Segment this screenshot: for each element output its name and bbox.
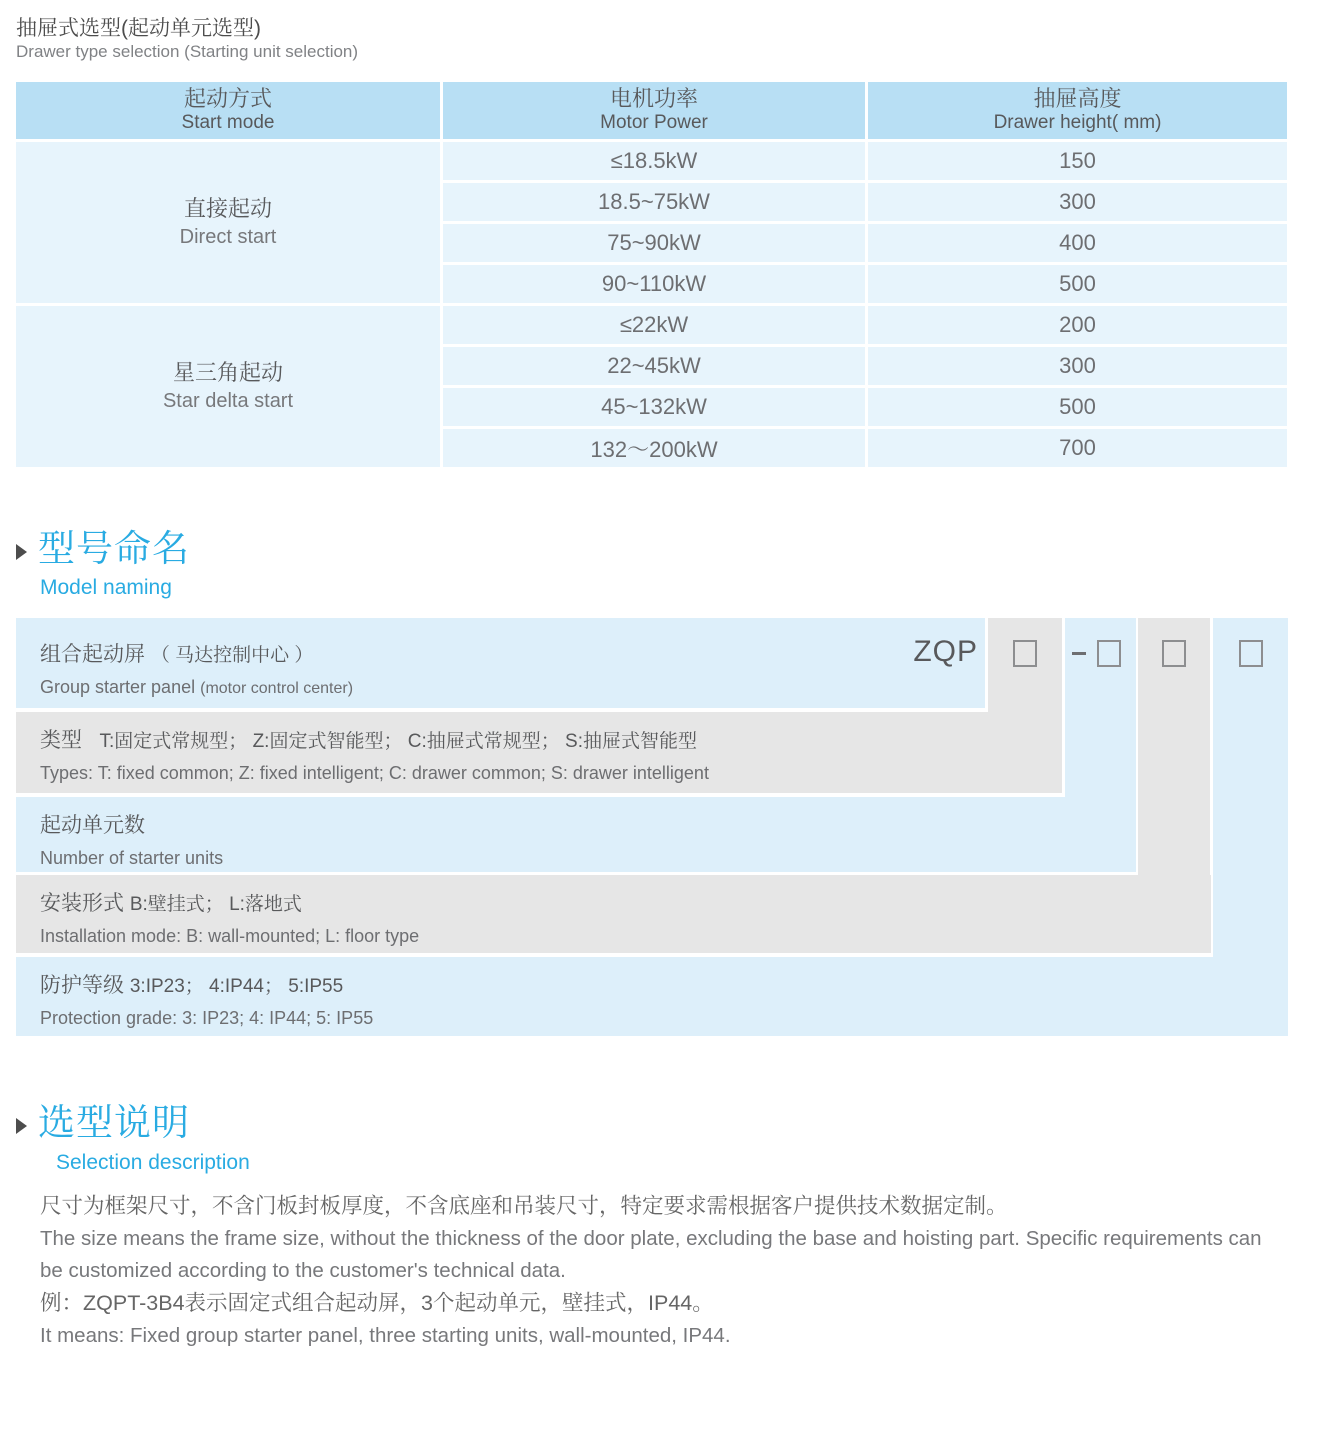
- diagram-row-starter-units: [16, 797, 1136, 872]
- row-label-main: 安装形式: [40, 892, 124, 915]
- height-cell: 500: [868, 388, 1287, 426]
- height-cell: 700: [868, 429, 1287, 467]
- section-subtitle: Model naming: [40, 576, 172, 599]
- model-naming-diagram: [16, 618, 1288, 1036]
- header-label: Drawer height( mm): [993, 112, 1162, 134]
- row-label-cn: [40, 724, 1062, 754]
- page-subtitle: Drawer type selection (Starting unit selection): [16, 42, 359, 61]
- header-label: Start mode: [181, 112, 275, 134]
- header-label: 起动方式: [183, 85, 272, 111]
- power-cell: 75~90kW: [443, 224, 865, 262]
- header-label: 抽屉高度: [1033, 85, 1122, 111]
- diagram-row-types: [16, 712, 1062, 793]
- section-title: 型号命名: [38, 528, 190, 569]
- height-cell: 200: [868, 306, 1287, 344]
- row-label-en: [40, 677, 985, 698]
- selection-description-text: [40, 1190, 1290, 1352]
- row-label-main: 防护等级: [40, 974, 124, 997]
- height-cell: 150: [868, 142, 1287, 180]
- section-model-naming-header: [16, 518, 190, 600]
- diagram-row-group-starter-panel: [16, 618, 985, 708]
- header-label: 电机功率: [609, 85, 698, 111]
- placeholder-box-icon: [1239, 640, 1263, 667]
- mode-label: 星三角起动: [172, 360, 283, 386]
- height-cell: 400: [868, 224, 1287, 262]
- diagram-row-installation-mode: [16, 875, 1211, 953]
- row-label-cn: 起动单元数: [40, 814, 145, 837]
- page-title: 抽屉式选型(起动单元选型): [16, 17, 261, 40]
- triangle-bullet-icon: [16, 544, 27, 560]
- row-label-main: 组合起动屏: [40, 643, 145, 666]
- row-label-cn: [40, 638, 985, 668]
- section-title: 选型说明: [38, 1102, 190, 1143]
- row-label-en: Types: T: fixed common; Z: fixed intelligent; C: drawer common; S: drawer intelligent: [40, 763, 709, 783]
- placeholder-box-icon: [1097, 640, 1121, 667]
- row-label-detail: 3:IP23； 4:IP44； 5:IP55: [129, 976, 344, 997]
- triangle-bullet-icon: [16, 1118, 27, 1134]
- row-label-detail: (motor control center): [200, 680, 354, 697]
- mode-label: 直接起动: [183, 196, 272, 222]
- row-label-detail: （ 马达控制中心 ）: [150, 645, 314, 666]
- row-label-cn: [40, 887, 1211, 917]
- mode-label: Direct start: [179, 225, 277, 248]
- row-label-detail: T:固定式常规型； Z:固定式智能型； C:抽屉式常规型； S:抽屉式智能型: [99, 731, 697, 752]
- diagram-row-protection-grade: [16, 957, 1288, 1036]
- dash-icon: [1072, 652, 1086, 655]
- power-cell: ≤22kW: [443, 306, 865, 344]
- height-cell: 500: [868, 265, 1287, 303]
- description-example-cn: 例：ZQPT-3B4表示固定式组合起动屏，3个起动单元，壁挂式，IP44。: [40, 1290, 714, 1315]
- description-paragraph-en: The size means the frame size, without the thickness of the door plate, excluding the base and hoisting part. Specific requirements can be customized according to the customer's technical data.: [40, 1227, 1262, 1283]
- table-header-drawer-height: [868, 82, 1287, 139]
- mode-cell-direct-start: [16, 142, 440, 303]
- mode-cell-star-delta-start: [16, 306, 440, 467]
- row-label-detail: B:壁挂式； L:落地式: [129, 894, 302, 915]
- table-header-motor-power: [443, 82, 865, 139]
- power-cell: 18.5~75kW: [443, 183, 865, 221]
- placeholder-box-icon: [1013, 640, 1037, 667]
- model-code-prefix: ZQP: [913, 635, 978, 668]
- height-cell: 300: [868, 347, 1287, 385]
- power-cell: 22~45kW: [443, 347, 865, 385]
- row-label-en: Number of starter units: [40, 848, 224, 868]
- row-label-en: Installation mode: B: wall-mounted; L: floor type: [40, 926, 420, 946]
- row-label-en: Protection grade: 3: IP23; 4: IP44; 5: IP55: [40, 1008, 374, 1028]
- description-example-en: It means: Fixed group starter panel, three starting units, wall-mounted, IP44.: [40, 1324, 731, 1348]
- power-cell: 90~110kW: [443, 265, 865, 303]
- section-selection-description-header: [16, 1092, 250, 1175]
- row-label-cn: [40, 969, 1288, 999]
- row-label-main: Group starter panel: [40, 677, 196, 697]
- power-cell: 45~132kW: [443, 388, 865, 426]
- table-header-start-mode: [16, 82, 440, 139]
- drawer-selection-table: [16, 82, 1287, 467]
- row-label-main: 类型: [40, 729, 82, 752]
- description-paragraph-cn: 尺寸为框架尺寸，不含门板封板厚度，不含底座和吊装尺寸，特定要求需根据客户提供技术数据定制。: [40, 1194, 1008, 1218]
- power-cell: 132～200kW: [443, 429, 865, 467]
- mode-label: Star delta start: [162, 389, 294, 412]
- section-subtitle: Selection description: [56, 1151, 250, 1174]
- height-cell: 300: [868, 183, 1287, 221]
- placeholder-box-icon: [1162, 640, 1186, 667]
- header-label: Motor Power: [600, 112, 708, 134]
- power-cell: ≤18.5kW: [443, 142, 865, 180]
